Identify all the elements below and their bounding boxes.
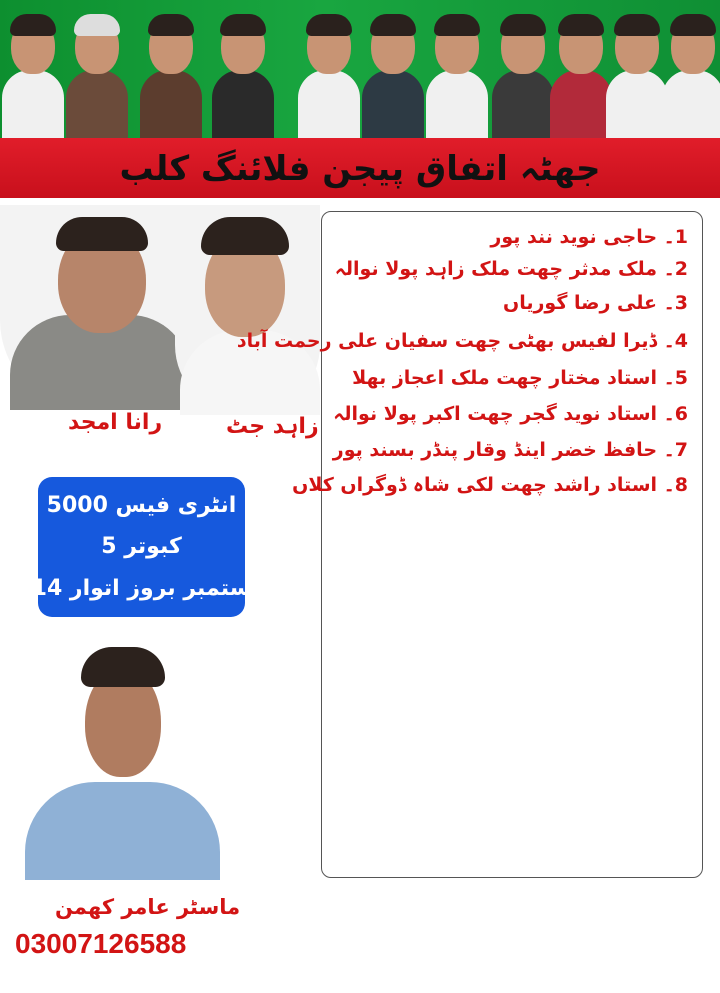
member-photo (362, 8, 424, 138)
member-photo (66, 8, 128, 138)
host-photo-zahid-jatt (175, 205, 320, 415)
member-photo (298, 8, 360, 138)
host-name-rana-amjad: رانا امجد (68, 410, 163, 435)
member-photo (550, 8, 612, 138)
list-item: 8۔ استاد راشد چھت لکی شاہ ڈوگراں کلاں (292, 474, 688, 496)
member-photo (606, 8, 668, 138)
list-item: 7۔ حافظ خضر اینڈ وقار پنڈر بسند پور (332, 439, 688, 461)
host-name-zahid-jatt: زاہد جٹ (226, 414, 319, 439)
event-info-box (31, 477, 252, 617)
member-photo (140, 8, 202, 138)
club-title-bar (0, 138, 720, 198)
list-item: 2۔ ملک مدثر چھت ملک زاہد پولا نوالہ (334, 258, 688, 280)
member-photo (212, 8, 274, 138)
list-item: 5۔ استاد مختار چھت ملک اعجاز بھلا (352, 367, 688, 389)
club-title: جھٹہ اتفاق پیجن فلائنگ کلب (119, 148, 601, 189)
member-photo (426, 8, 488, 138)
event-date-text: 14 ستمبر بروز اتوار (31, 575, 252, 601)
top-banner (0, 0, 720, 198)
entry-fee-text: انٹری فیس 5000 (46, 493, 237, 519)
contact-name: ماسٹر عامر کھمن (55, 895, 241, 919)
member-photo-strip (0, 0, 720, 138)
host-photo-rana-amjad (0, 205, 195, 410)
list-item: 3۔ علی رضا گوریاں (503, 292, 688, 314)
list-item: 1۔ حاجی نوید نند پور (490, 226, 688, 248)
pigeon-count-text: کبوتر 5 (101, 534, 182, 560)
list-item: 4۔ ڈیرا لفیس بھٹی چھت سفیان علی رحمت آباد (236, 330, 688, 352)
member-photo (662, 8, 720, 138)
member-photo (2, 8, 64, 138)
contact-phone: 03007126588 (15, 928, 187, 959)
contact-photo (25, 637, 220, 880)
member-photo (492, 8, 554, 138)
list-item: 6۔ استاد نوید گجر چھت اکبر پولا نوالہ (333, 403, 688, 425)
